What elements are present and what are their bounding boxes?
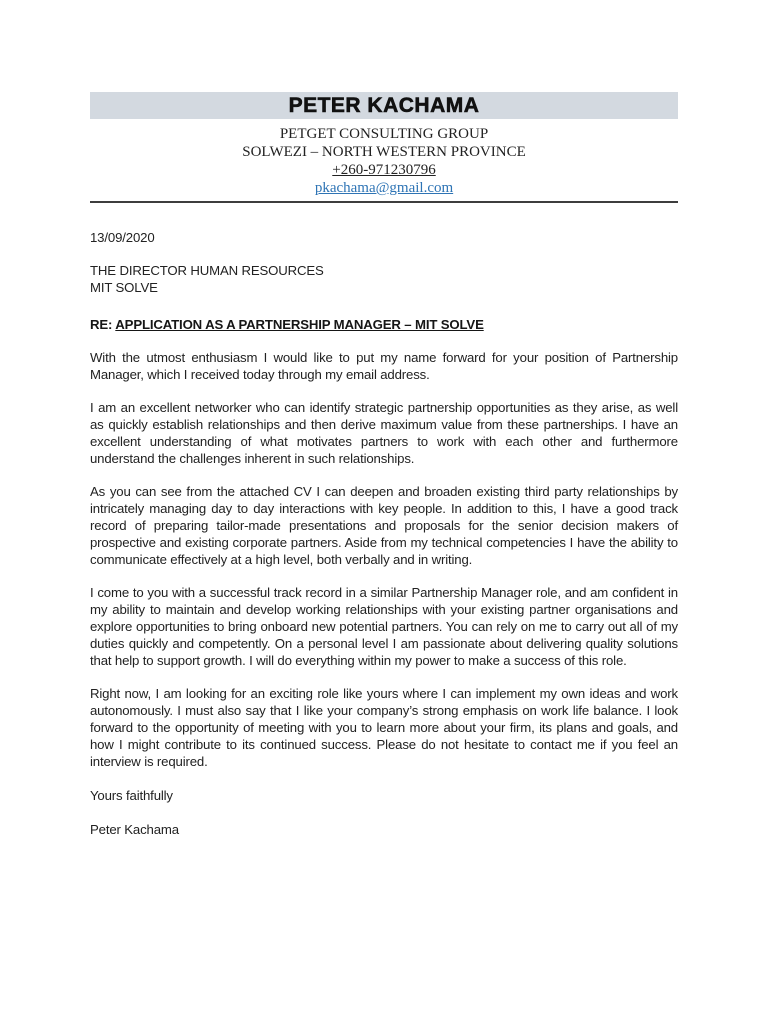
- letterhead-email-link[interactable]: pkachama@gmail.com: [314, 180, 454, 196]
- paragraph-track-record: As you can see from the attached CV I can deepen and broaden existing third party relationships by intricately managing day to day interactions with key people. In addition to this, I have a good track record of preparing tailor-made presentations and proposals for the senior decision makers of prospective and existing corporate partners. Aside from my technical competencies I have the ability to communicate effectively at a high level, both verbally and in writing.: [90, 484, 678, 567]
- letterhead-phone: +260-971230796: [332, 162, 436, 178]
- paragraph-introduction: With the utmost enthusiasm I would like to put my name forward for your position of Partnership Manager, which I received today through my email address.: [90, 350, 678, 382]
- paragraph-networking-skills: I am an excellent networker who can identify strategic partnership opportunities as they arise, as well as quickly establish relationships and then derive maximum value from these partnerships. I have an excellent understanding of what motivates partners to work with each other and furthermore understand the challenges inherent in such relationships.: [90, 400, 678, 466]
- paragraph-role-fit: I come to you with a successful track record in a similar Partnership Manager role, and am confident in my ability to maintain and develop working relationships with your existing partner organisations and explore opportunities to bring onboard new potential partners. You can rely on me to carry out all of my duties quickly and competently. On a personal level I am passionate about delivering quality solutions that help to support growth. I will do everything within my power to make a success of this role.: [90, 585, 678, 668]
- recipient-block: [90, 262, 678, 296]
- paragraph-closing-interest: Right now, I am looking for an exciting role like yours where I can implement my own ideas and work autonomously. I must also say that I like your company’s strong emphasis on work life balance. I look forward to the opportunity of meeting with you to learn more about your firm, its plans and goals, and how I might contribute to its continued success. Please do not hesitate to contact me if you feel an interview is required.: [90, 686, 678, 769]
- subject-prefix: RE:: [90, 317, 113, 332]
- letterhead-location: SOLWEZI – NORTH WESTERN PROVINCE: [242, 144, 526, 160]
- letterhead-name: PETER KACHAMA: [288, 93, 480, 117]
- letter-date: 13/09/2020: [90, 230, 155, 245]
- letterhead-divider: [90, 201, 678, 203]
- letterhead-company: PETGET CONSULTING GROUP: [279, 126, 489, 142]
- signature-name: Peter Kachama: [90, 822, 179, 837]
- recipient-organization: MIT SOLVE: [90, 280, 158, 295]
- subject-line: [90, 316, 678, 333]
- letterhead-banner: [90, 92, 678, 119]
- subject-text: APPLICATION AS A PARTNERSHIP MANAGER – MIT SOLVE: [115, 317, 484, 332]
- closing-salutation: Yours faithfully: [90, 788, 173, 803]
- recipient-title: THE DIRECTOR HUMAN RESOURCES: [90, 263, 324, 278]
